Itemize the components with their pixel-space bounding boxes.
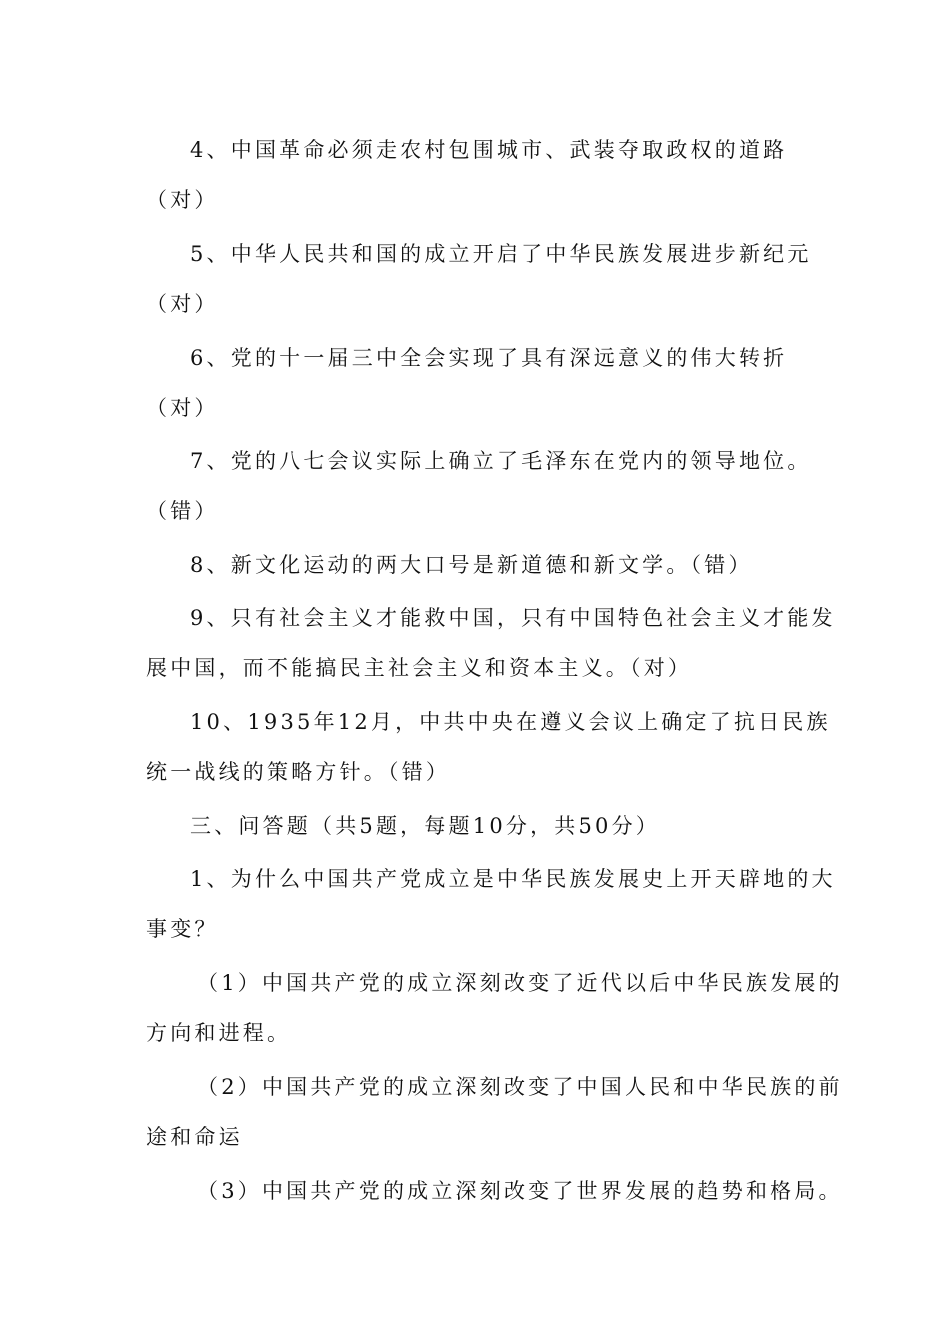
question-1-cont: 事变？ [146,917,219,941]
true-false-item-6: 6、党的十一届三中全会实现了具有深远意义的伟大转折 [190,346,788,370]
answer-point-3: （3）中国共产党的成立深刻改变了世界发展的趋势和格局。 [197,1179,843,1203]
true-false-item-5: 5、中华人民共和国的成立开启了中华民族发展进步新纪元 [190,242,812,266]
answer-point-1-cont: 方向和进程。 [146,1021,292,1045]
answer-point-2-cont: 途和命运 [146,1125,243,1149]
true-false-item-10-cont: 统一战线的策略方针。（错） [146,760,451,784]
true-false-item-8: 8、新文化运动的两大口号是新道德和新文学。（错） [190,553,753,577]
true-false-item-9-cont: 展中国，而不能搞民主社会主义和资本主义。（对） [146,656,693,680]
answer-point-2: （2）中国共产党的成立深刻改变了中国人民和中华民族的前 [197,1075,843,1099]
answer-item-6: （对） [146,396,219,420]
true-false-item-4: 4、中国革命必须走农村包围城市、武装夺取政权的道路 [190,138,788,162]
answer-item-4: （对） [146,188,219,212]
answer-item-5: （对） [146,292,219,316]
answer-point-1: （1）中国共产党的成立深刻改变了近代以后中华民族发展的 [197,971,843,995]
true-false-item-10: 10、1935年12月，中共中央在遵义会议上确定了抗日民族 [190,710,831,734]
answer-item-7: （错） [146,499,219,523]
true-false-item-7: 7、党的八七会议实际上确立了毛泽东在党内的领导地位。 [190,449,812,473]
true-false-item-9: 9、只有社会主义才能救中国，只有中国特色社会主义才能发 [190,606,836,630]
question-1: 1、为什么中国共产党成立是中华民族发展史上开天辟地的大 [190,867,836,891]
section-heading: 三、问答题（共5题，每题10分，共50分） [190,814,661,838]
